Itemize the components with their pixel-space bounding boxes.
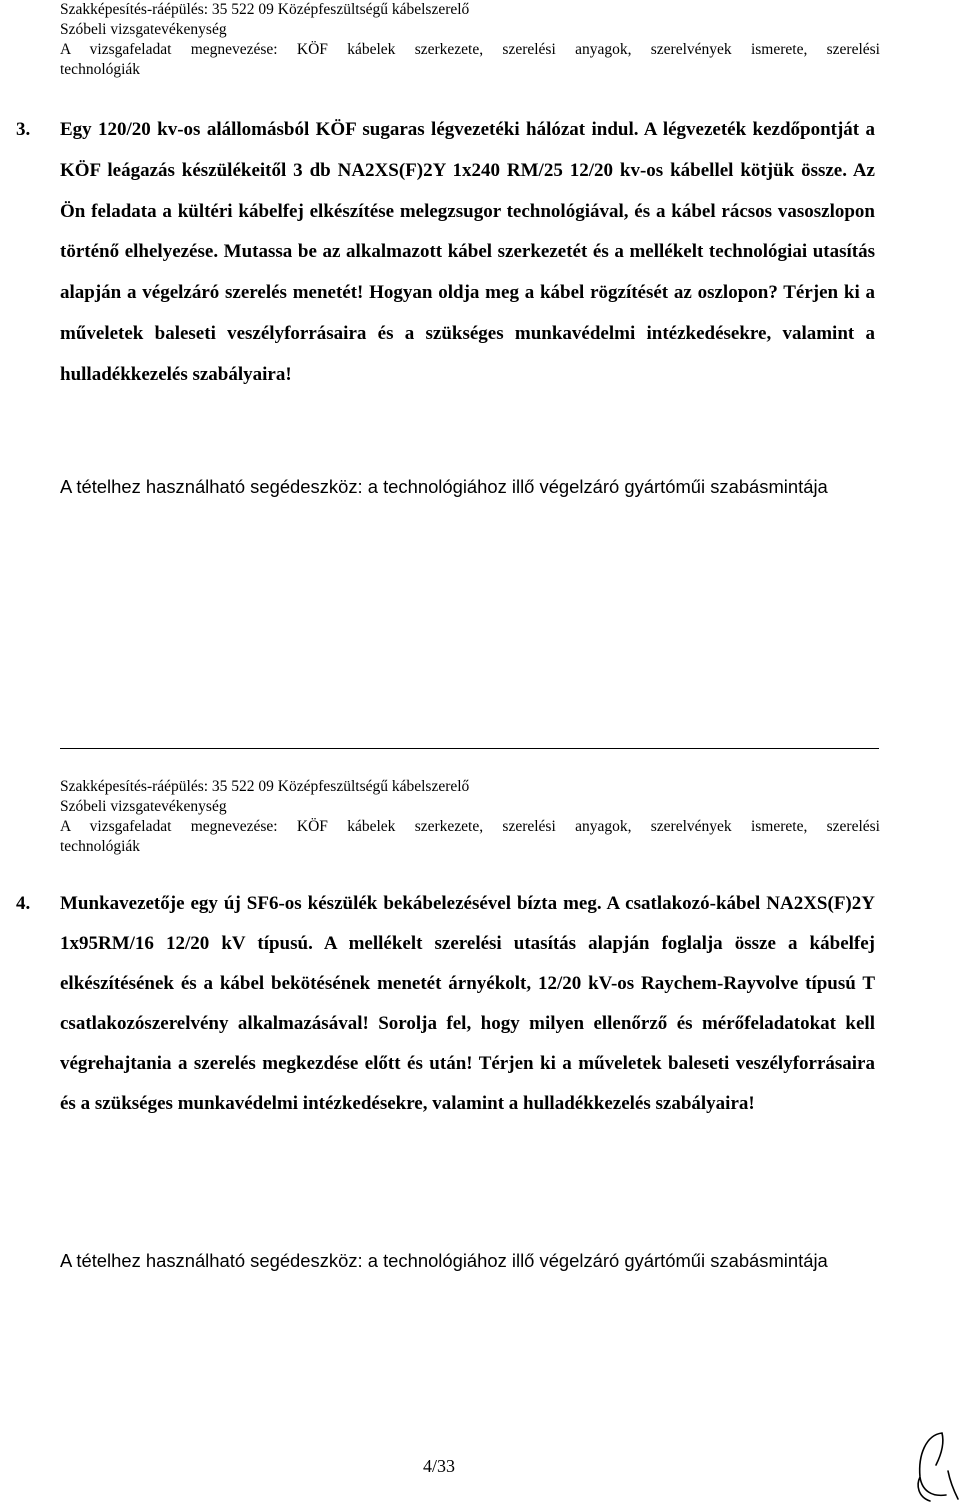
task-3-number: 3. <box>16 119 31 140</box>
task-4-text: Munkavezetője egy új SF6-os készülék bekábelezésével bízta meg. A csatlakozó-kábel NA2XS(F)2Y 1x95RM/16 12/20 kV típusú. A mellékelt szerelési utasítás alapján foglalja össze a kábelfej elkészítésének és a kábel bekötésének menetét árnyékolt, 12/20 kV-os Raychem-Rayvolve típusú T csatlakozószerelvény alkalmazásával! Sorolja fel, hogy milyen ellenőrző és mérőfeladatokat kell végrehajtania a szerelés megkezdése előtt és után! Térjen ki a műveletek baleseti veszélyforrásaira és a szükséges munkavédelmi intézkedésekre, valamint a hulladékkezelés szabályaira! <box>60 893 875 1114</box>
task-3-text: Egy 120/20 kv-os alállomásból KÖF sugaras légvezetéki hálózat indul. A légvezeték kezdőpontját a KÖF leágazás készülékeitől 3 db NA2XS(F)2Y 1x240 RM/25 12/20 kv-os kábellel kötjük össze. Az Ön feladata a kültéri kábelfej elkészítése melegzsugor technológiával, és a kábel rácsos vasoszlopon történő elhelyezése. Mutassa be az alkalmazott kábel szerkezetét és a mellékelt technológiai utasítás alapján a végelzáró szerelés menetét! Hogyan oldja meg a kábel rögzítését az oszlopon? Térjen ki a műveletek baleseti veszélyforrásaira és a szükséges munkavédelmi intézkedésekre, valamint a hulladékkezelés szabályaira! <box>60 119 875 385</box>
header-qualification: Szakképesítés-ráépülés: 35 522 09 Középfeszültségű kábelszerelő <box>60 778 470 795</box>
task-3 <box>16 110 875 396</box>
task-4 <box>16 884 875 1124</box>
header-exam-type: Szóbeli vizsgatevékenység <box>60 21 227 38</box>
page-number: 4/33 <box>422 1456 455 1476</box>
page-header-top <box>60 0 880 80</box>
page-header-bottom <box>60 777 880 857</box>
page-divider <box>60 748 879 749</box>
signature-mark <box>912 1425 960 1503</box>
header-exam-type: Szóbeli vizsgatevékenység <box>60 798 227 815</box>
header-task-name-cont: technológiák <box>60 838 141 855</box>
task-3-aid: A tételhez használható segédeszköz: a technológiához illő végelzáró gyártóműi szabásmintája <box>60 476 828 497</box>
task-4-aid: A tételhez használható segédeszköz: a technológiához illő végelzáró gyártóműi szabásmintája <box>60 1250 828 1271</box>
header-task-name: A vizsgafeladat megnevezése: KÖF kábelek szerkezete, szerelési anyagok, szerelvények ismerete, szerelési <box>60 818 880 835</box>
task-4-number: 4. <box>16 893 31 914</box>
header-qualification: Szakképesítés-ráépülés: 35 522 09 Középfeszültségű kábelszerelő <box>60 1 470 18</box>
header-task-name-cont: technológiák <box>60 61 141 78</box>
header-task-name: A vizsgafeladat megnevezése: KÖF kábelek szerkezete, szerelési anyagok, szerelvények ismerete, szerelési <box>60 41 880 58</box>
